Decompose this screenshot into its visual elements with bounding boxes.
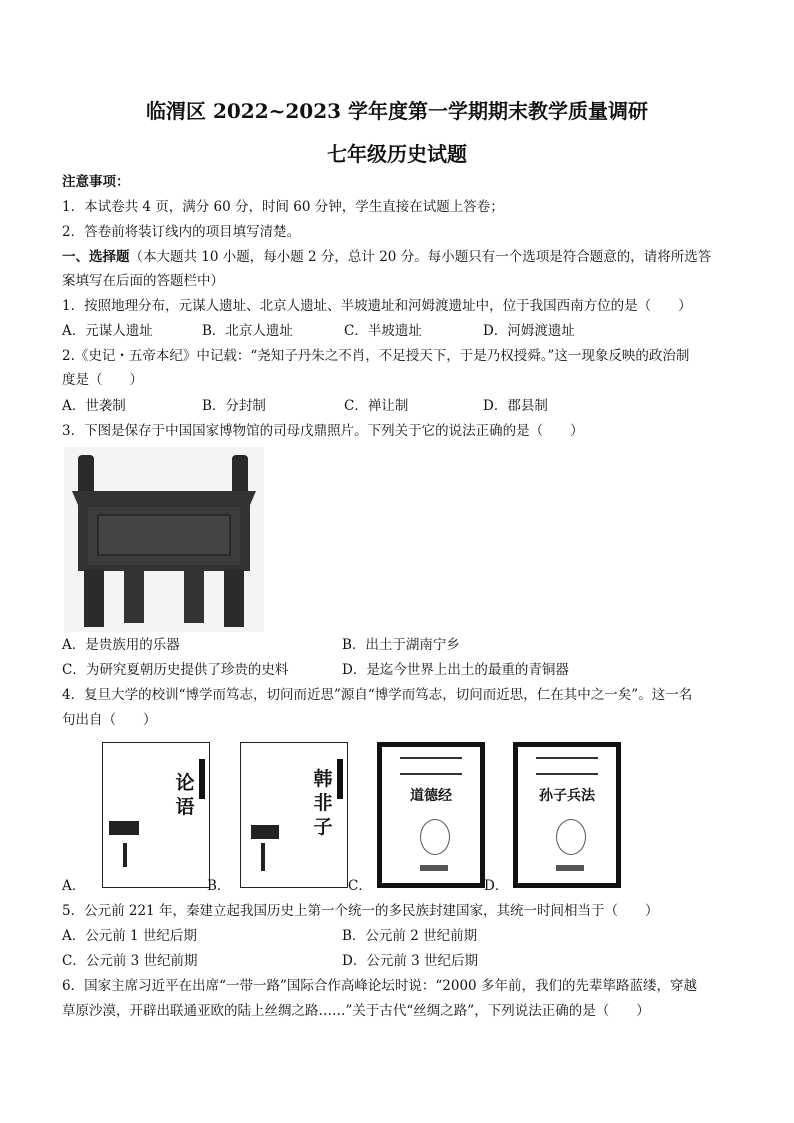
question-4-stem-cont: 句出自（ ）: [62, 712, 157, 728]
question-6-stem: 6．国家主席习近平在出席“一带一路”国际合作高峰论坛时说：“2000 多年前，我们的先辈筚路蓝缕，穿越: [62, 978, 697, 994]
book-daodejing-image: [377, 742, 485, 888]
q2-option-a: A．世袭制: [62, 398, 126, 414]
book-publisher-mark: [556, 865, 584, 871]
book-lunyu-image: [102, 742, 210, 888]
book-title: 韩非子: [313, 768, 333, 838]
q5-option-a: A．公元前 1 世纪后期: [62, 928, 197, 944]
q2-option-b: B．分封制: [202, 398, 266, 414]
q2-option-c: C．禅让制: [344, 398, 409, 414]
book-header-lines: [536, 757, 598, 775]
book-hanfeizi-image: [240, 742, 348, 888]
q3-option-d: D．是迄今世界上出土的最重的青铜器: [342, 662, 569, 678]
book-title: 论语: [175, 772, 195, 818]
q4-option-b: B．: [207, 878, 231, 894]
question-4-stem: 4．复旦大学的校训“博学而笃志，切问而近思”源自“博学而笃志，切问而近思，仁在其中之一矣”。这一名: [62, 687, 693, 703]
book-illustration: [123, 843, 127, 867]
book-title: 孙子兵法: [539, 788, 595, 804]
book-spine-mark: [199, 759, 205, 799]
note-item: 2．答卷前将装订线内的项目填写清楚。: [62, 224, 301, 240]
q5-option-b: B．公元前 2 世纪前期: [342, 928, 478, 944]
q3-option-a: A．是贵族用的乐器: [62, 637, 180, 653]
section-intro-cont: 案填写在后面的答题栏中）: [62, 273, 224, 289]
q1-option-b: B．北京人遗址: [202, 323, 293, 339]
question-2-stem-cont: 度是（ ）: [62, 372, 143, 388]
notes-heading: 注意事项：: [62, 174, 130, 190]
q4-option-d: D．: [484, 878, 509, 894]
q4-option-a: A．: [62, 878, 86, 894]
book-publisher-mark: [420, 865, 448, 871]
book-illustration: [109, 821, 139, 835]
q3-option-c: C．为研究夏朝历史提供了珍贵的史料: [62, 662, 289, 678]
simuwu-ding-photo: [64, 447, 264, 632]
q5-option-d: D．公元前 3 世纪后期: [342, 953, 478, 969]
note-item: 1．本试卷共 4 页，满分 60 分，时间 60 分钟，学生直接在试题上答卷；: [62, 199, 504, 215]
book-title: 道德经: [410, 788, 452, 804]
section-heading: 一、选择题: [62, 249, 130, 265]
book-portrait: [420, 819, 450, 855]
question-5-stem: 5．公元前 221 年，秦建立起我国历史上第一个统一的多民族封建国家，其统一时间相当于（ ）: [62, 903, 659, 919]
section-intro: [62, 247, 711, 267]
question-3-stem: 3．下图是保存于中国国家博物馆的司母戊鼎照片。下列关于它的说法正确的是（ ）: [62, 423, 584, 439]
q1-option-a: A．元谋人遗址: [62, 323, 153, 339]
book-illustration: [251, 825, 279, 839]
q3-option-b: B．出土于湖南宁乡: [342, 637, 460, 653]
question-2-stem: 2.《史记・五帝本纪》中记载：“尧知子丹朱之不肖，不足授天下，于是乃权授舜。”这一现象反映的政治制: [62, 348, 690, 364]
q1-option-d: D．河姆渡遗址: [483, 323, 575, 339]
q2-option-d: D．郡县制: [483, 398, 548, 414]
book-portrait: [556, 819, 586, 855]
q4-option-c: C．: [348, 878, 372, 894]
exam-subtitle: 七年级历史试题: [327, 142, 467, 166]
book-sunzibingfa-image: [513, 742, 621, 888]
question-6-stem-cont: 草原沙漠，开辟出联通亚欧的陆上丝绸之路……”关于古代“丝绸之路”，下列说法正确的是（ ）: [62, 1003, 650, 1019]
book-illustration: [261, 843, 265, 871]
q5-option-c: C．公元前 3 世纪前期: [62, 953, 198, 969]
question-1-stem: 1．按照地理分布，元谋人遗址、北京人遗址、半坡遗址和河姆渡遗址中，位于我国西南方位的是（ ）: [62, 298, 692, 314]
book-header-lines: [400, 757, 462, 775]
exam-title: 临渭区 2022~2023 学年度第一学期期末教学质量调研: [145, 99, 648, 123]
q1-option-c: C．半坡遗址: [344, 323, 422, 339]
book-spine-mark: [337, 759, 343, 799]
section-intro-text: （本大题共 10 小题，每小题 2 分，总计 20 分。每小题只有一个选项是符合题意的，请将所选答: [129, 249, 712, 265]
